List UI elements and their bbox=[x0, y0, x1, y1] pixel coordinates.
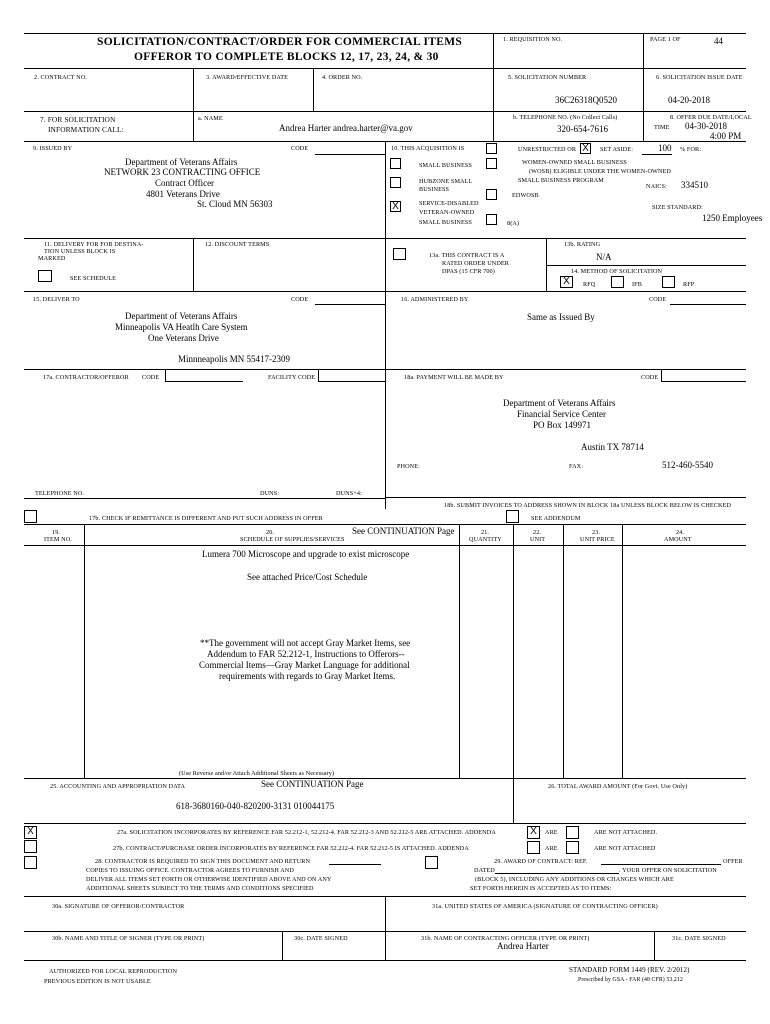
for-info-label-2: INFORMATION CALL: bbox=[48, 125, 124, 134]
col-quantity-2: QUANTITY bbox=[469, 536, 502, 543]
acquisition-label: 10. THIS ACQUISITION IS bbox=[391, 145, 465, 152]
clause-29-line-4: SET FORTH HEREIN IS ACCEPTED AS TO ITEMS: bbox=[470, 885, 612, 892]
small-business-checkbox[interactable] bbox=[390, 158, 401, 169]
col-amount-2: AMOUNT bbox=[664, 536, 692, 543]
page-label: PAGE 1 OF bbox=[650, 36, 681, 43]
accounting-label: 25. ACCOUNTING AND APPROPRIATION DATA bbox=[50, 783, 186, 790]
footer-previous-edition: PREVIOUS EDITION IS NOT USABLE bbox=[44, 978, 151, 985]
for-info-label-1: 7. FOR SOLICITATION bbox=[40, 115, 116, 124]
clause-27b-label: 27b. CONTRACT/PURCHASE ORDER INCORPORATES BY REFERENCE FAR 52.212-4. FAR 52.212-5 IS ATTACHED. ADDENDA bbox=[113, 845, 469, 852]
col-quantity-1: 21. bbox=[481, 529, 490, 536]
contract-no-label: 2. CONTRACT NO. bbox=[34, 74, 87, 81]
issue-date: 04-20-2018 bbox=[668, 95, 710, 105]
footer-prescribed: Prescribed by GSA - FAR (48 CFR) 53.212 bbox=[578, 977, 683, 983]
addenda-are-not-checkbox-a[interactable] bbox=[566, 826, 579, 839]
are-label-a: ARE bbox=[545, 829, 558, 836]
are-not-label-a: ARE NOT ATTACHED. bbox=[594, 829, 658, 836]
ifb-label: IFB bbox=[632, 281, 642, 288]
rating-value: N/A bbox=[596, 252, 612, 262]
addenda-are-checkbox-a[interactable]: X bbox=[527, 826, 540, 839]
size-standard: 1250 Employees bbox=[702, 213, 763, 223]
col-schedule-1: 20. bbox=[266, 529, 275, 536]
gray-market-note-3: Commercial Items—Gray Market Language for additional bbox=[199, 660, 410, 670]
wosb-label-1: WOMEN-OWNED SMALL BUSINESS bbox=[522, 159, 627, 166]
name-label: a. NAME bbox=[198, 115, 223, 122]
col-item-no-2: ITEM NO. bbox=[44, 536, 72, 543]
phone-label: b. TELEPHONE NO. (No Collect Calls) bbox=[513, 114, 618, 121]
duns-label: DUNS: bbox=[260, 490, 280, 497]
addenda-are-not-checkbox-b[interactable] bbox=[566, 841, 579, 854]
col-unit-1: 22. bbox=[533, 529, 542, 536]
sdvosb-label-2: VETERAN-OWNED bbox=[419, 209, 475, 216]
unrestricted-label: UNRESTRICTED OR bbox=[518, 146, 577, 153]
solicitation-number-label: 5. SOLICITATION NUMBER bbox=[508, 74, 587, 81]
facility-code-label: FACILITY CODE bbox=[268, 374, 316, 381]
administered-by-code-label: CODE bbox=[649, 296, 667, 303]
col-item-no-1: 19. bbox=[52, 529, 61, 536]
method-label: 14. METHOD OF SOLICITATION bbox=[571, 268, 663, 275]
set-aside-label: SET ASIDE: bbox=[600, 146, 634, 153]
payment-phone-label: PHONE: bbox=[397, 463, 420, 470]
are-label-b: ARE bbox=[545, 845, 558, 852]
col-amount-1: 24. bbox=[676, 529, 685, 536]
fob-label-3: MARKED bbox=[38, 255, 66, 262]
edwosb-label: EDWOSB bbox=[512, 192, 539, 199]
see-schedule-checkbox[interactable] bbox=[38, 270, 52, 282]
clause-27b-checkbox[interactable] bbox=[24, 840, 37, 853]
sdvosb-label-3: SMALL BUSINESS bbox=[419, 219, 472, 226]
payment-fax: 512-460-5540 bbox=[662, 460, 713, 470]
contractor-label: 17a. CONTRACTOR/OFFEROR bbox=[43, 374, 129, 381]
clause-27a-label: 27a. SOLICITATION INCORPORATES BY REFERENCE FAR 52.212-1, 52.212-4. FAR 52.212-3 AND 52.212-5 ARE ATTACHED. ADDENDA bbox=[117, 829, 496, 836]
rated-label-2: RATED ORDER UNDER bbox=[442, 260, 510, 267]
contractor-code-label: CODE bbox=[142, 374, 160, 381]
submit-invoice-label: 18b. SUBMIT INVOICES TO ADDRESS SHOWN IN BLOCK 18a UNLESS BLOCK BELOW IS CHECKED bbox=[444, 502, 732, 509]
fob-label-2: TION UNLESS BLOCK IS bbox=[44, 248, 116, 255]
see-addendum-checkbox[interactable] bbox=[506, 510, 519, 523]
hubzone-label-2: BUSINESS bbox=[419, 186, 450, 193]
total-award-label: 26. TOTAL AWARD AMOUNT (For Govt. Use Only) bbox=[548, 783, 688, 790]
eight-a-checkbox[interactable] bbox=[486, 214, 497, 225]
deliver-to-line-5: Minnneapolis MN 55417-2309 bbox=[178, 354, 290, 364]
col-unit-price-1: 23. bbox=[592, 529, 601, 536]
item-description: Lumera 700 Microscope and upgrade to exist microscope bbox=[202, 549, 410, 559]
officer-date-label: 31c. DATE SIGNED bbox=[672, 935, 726, 942]
size-standard-label: SIZE STANDARD: bbox=[652, 204, 703, 211]
clause-29-line-3: (BLOCK 5), INCLUDING ANY ADDITIONS OR CHANGES WHICH ARE bbox=[475, 876, 674, 883]
remit-checkbox[interactable] bbox=[24, 510, 37, 523]
issued-by-label: 9. ISSUED BY bbox=[33, 145, 73, 152]
payment-line-5: Austin TX 78714 bbox=[581, 442, 644, 452]
addenda-are-checkbox-b[interactable] bbox=[527, 841, 540, 854]
are-not-label-b: ARE NOT ATTACHED bbox=[594, 845, 656, 852]
clause-28-checkbox[interactable] bbox=[24, 856, 37, 869]
rfp-checkbox[interactable] bbox=[662, 276, 675, 288]
payment-line-2: Financial Service Center bbox=[517, 409, 606, 419]
clause-27a-checkbox[interactable]: X bbox=[24, 826, 37, 839]
payment-line-3: PO Box 149971 bbox=[533, 420, 592, 430]
accounting-continuation: See CONTINUATION Page bbox=[261, 779, 364, 789]
payment-line-1: Department of Veterans Affairs bbox=[503, 398, 616, 408]
deliver-to-line-1: Department of Veterans Affairs bbox=[125, 311, 238, 321]
form-title-line2: OFFEROR TO COMPLETE BLOCKS 12, 17, 23, 24, & 30 bbox=[134, 51, 439, 63]
col-schedule-2: SCHEDULE OF SUPPLIES/SERVICES bbox=[240, 536, 345, 543]
discount-terms-label: 12. DISCOUNT TERMS bbox=[205, 241, 270, 248]
wosb-checkbox[interactable] bbox=[486, 158, 497, 169]
clause-29-line-1: 29. AWARD OF CONTRACT: REF. bbox=[494, 858, 588, 865]
set-aside-checkbox[interactable]: X bbox=[580, 143, 591, 154]
footer-authorized: AUTHORIZED FOR LOCAL REPRODUCTION bbox=[49, 968, 178, 975]
rated-order-checkbox[interactable] bbox=[393, 248, 406, 260]
rated-label-3: DPAS (15 CFR 700) bbox=[442, 268, 495, 275]
clause-29-dated: DATED bbox=[474, 867, 495, 874]
contracting-officer-signature-label: 31a. UNITED STATES OF AMERICA (SIGNATURE OF CONTRACTING OFFICER) bbox=[432, 903, 658, 910]
gray-market-note-2: Addendum to FAR 52.212-1, Instructions to Offerors-- bbox=[207, 649, 405, 659]
rfq-checkbox[interactable]: X bbox=[560, 276, 573, 288]
clause-28-line-1: 28. CONTRACTOR IS REQUIRED TO SIGN THIS DOCUMENT AND RETURN bbox=[95, 858, 311, 865]
issued-by-line-1: Department of Veterans Affairs bbox=[125, 157, 238, 167]
requisition-no-label: 1. REQUISITION NO. bbox=[503, 36, 563, 43]
item-price-schedule: See attached Price/Cost Schedule bbox=[247, 572, 368, 582]
gray-market-note-4: requirements with regards to Gray Market Items. bbox=[219, 671, 396, 681]
issued-by-line-4: 4801 Veterans Drive bbox=[146, 189, 220, 199]
col-unit-2: UNIT bbox=[530, 536, 546, 543]
clause-28-line-3: DELIVER ALL ITEMS SET FORTH OR OTHERWISE IDENTIFIED ABOVE AND ON ANY bbox=[86, 876, 332, 883]
schedule-continuation: See CONTINUATION Page bbox=[352, 526, 455, 536]
set-aside-percent: 100 bbox=[658, 143, 672, 153]
deliver-to-line-3: One Veterans Drive bbox=[148, 333, 219, 343]
hubzone-checkbox[interactable] bbox=[390, 177, 401, 188]
page-total: 44 bbox=[714, 36, 723, 46]
see-schedule-label: SEE SCHEDULE bbox=[70, 275, 117, 282]
reverse-note: (Use Reverse and/or Attach Additional Sheets as Necessary) bbox=[179, 770, 335, 777]
offer-due-time: 4:00 PM bbox=[710, 131, 742, 141]
fob-label-1: 11. DELIVERY FOR FOB DESTINA- bbox=[44, 241, 144, 248]
remit-label: 17b. CHECK IF REMITTANCE IS DIFFERENT AND PUT SUCH ADDRESS IN OFFER bbox=[89, 515, 323, 522]
contracting-officer-name: Andrea Harter bbox=[497, 941, 549, 951]
small-business-label: SMALL BUSINESS bbox=[419, 162, 472, 169]
clause-29-checkbox[interactable] bbox=[425, 856, 438, 869]
issued-by-line-5: St. Cloud MN 56303 bbox=[197, 199, 273, 209]
naics-code: 334510 bbox=[681, 180, 708, 190]
see-addendum-label: SEE ADDENDUM bbox=[531, 515, 581, 522]
offer-due-date: 04-30-2018 bbox=[685, 121, 727, 131]
clause-29-line-2: . YOUR OFFER ON SOLICITATION bbox=[619, 867, 717, 874]
ifb-checkbox[interactable] bbox=[611, 276, 624, 288]
offeror-signature-label: 30a. SIGNATURE OF OFFEROR/CONTRACTOR bbox=[52, 903, 185, 910]
solicitation-number: 36C26318Q0520 bbox=[555, 95, 618, 105]
rating-label: 13b. RATING bbox=[564, 241, 601, 248]
signer-name-label: 30b. NAME AND TITLE OF SIGNER (TYPE OR PRINT) bbox=[52, 935, 205, 942]
footer-form-number: STANDARD FORM 1449 (REV. 2/2012) bbox=[569, 966, 690, 974]
award-date-label: 3. AWARD/EFFECTIVE DATE bbox=[206, 74, 289, 81]
deliver-to-code-label: CODE bbox=[291, 296, 309, 303]
deliver-to-line-2: Minneapolis VA Heatlh Care System bbox=[115, 322, 248, 332]
duns4-label: DUNS+4: bbox=[336, 490, 362, 497]
administered-by-label: 16. ADMINISTERED BY bbox=[401, 296, 469, 303]
offer-due-label: 8. OFFER DUE DATE/LOCAL bbox=[670, 114, 752, 121]
gray-market-note-1: **The government will not accept Gray Market Items, see bbox=[200, 638, 411, 648]
administered-by-value: Same as Issued By bbox=[527, 312, 595, 322]
contracting-officer-name-label: 31b. NAME OF CONTRACTING OFFICER (TYPE OR PRINT) bbox=[421, 935, 590, 942]
sdvosb-checkbox[interactable]: X bbox=[390, 201, 401, 212]
payment-code-label: CODE bbox=[641, 374, 659, 381]
payment-label: 18a. PAYMENT WILL BE MADE BY bbox=[404, 374, 504, 381]
rated-label-1: 13a. THIS CONTRACT IS A bbox=[429, 252, 505, 259]
deliver-to-label: 15. DELIVER TO bbox=[33, 296, 80, 303]
wosb-label-2: (WOSB) ELIGIBLE UNDER THE WOMEN-OWNED bbox=[529, 168, 671, 175]
time-label: TIME bbox=[654, 124, 670, 131]
offeror-date-label: 30c. DATE SIGNED bbox=[294, 935, 348, 942]
contact-name: Andrea Harter andrea.harter@va.gov bbox=[279, 123, 413, 133]
clause-28-line-2: COPIES TO ISSUING OFFICE. CONTRACTOR AGREES TO FURNISH AND bbox=[86, 867, 294, 874]
order-no-label: 4. ORDER NO. bbox=[322, 74, 363, 81]
form-title-line1: SOLICITATION/CONTRACT/ORDER FOR COMMERCIAL ITEMS bbox=[97, 36, 463, 48]
edwosb-checkbox[interactable] bbox=[486, 189, 497, 200]
wosb-label-3: SMALL BUSINESS PROGRAM bbox=[518, 177, 604, 184]
issued-by-code-label: CODE bbox=[291, 145, 309, 152]
clause-28-line-4: ADDITIONAL SHEETS SUBJECT TO THE TERMS AND CONDITIONS SPECIFIED bbox=[86, 885, 314, 892]
hubzone-label-1: HUBZONE SMALL bbox=[419, 178, 473, 185]
telephone-label: TELEPHONE NO. bbox=[35, 490, 85, 497]
pct-for-label: % FOR: bbox=[680, 146, 702, 153]
issued-by-line-2: NETWORK 23 CONTRACTING OFFICE bbox=[104, 167, 261, 177]
accounting-data: 618-3680160-040-820200-3131 010044175 bbox=[176, 801, 335, 811]
rfq-label: RFQ bbox=[583, 281, 596, 288]
issue-date-label: 6. SOLICITATION ISSUE DATE bbox=[656, 74, 743, 81]
sdvosb-label-1: SERVICE-DISABLED bbox=[419, 200, 479, 207]
clause-29-offer: OFFER bbox=[723, 858, 743, 865]
payment-fax-label: FAX: bbox=[569, 463, 584, 470]
rfp-label: RFP bbox=[683, 281, 695, 288]
contact-phone: 320-654-7616 bbox=[557, 124, 608, 134]
eight-a-label: 8(A) bbox=[507, 220, 520, 227]
issued-by-line-3: Contract Officer bbox=[155, 178, 215, 188]
naics-label: NAICS: bbox=[646, 183, 667, 190]
col-unit-price-2: UNIT PRICE bbox=[580, 536, 615, 543]
acquisition-checkbox[interactable] bbox=[486, 143, 497, 154]
